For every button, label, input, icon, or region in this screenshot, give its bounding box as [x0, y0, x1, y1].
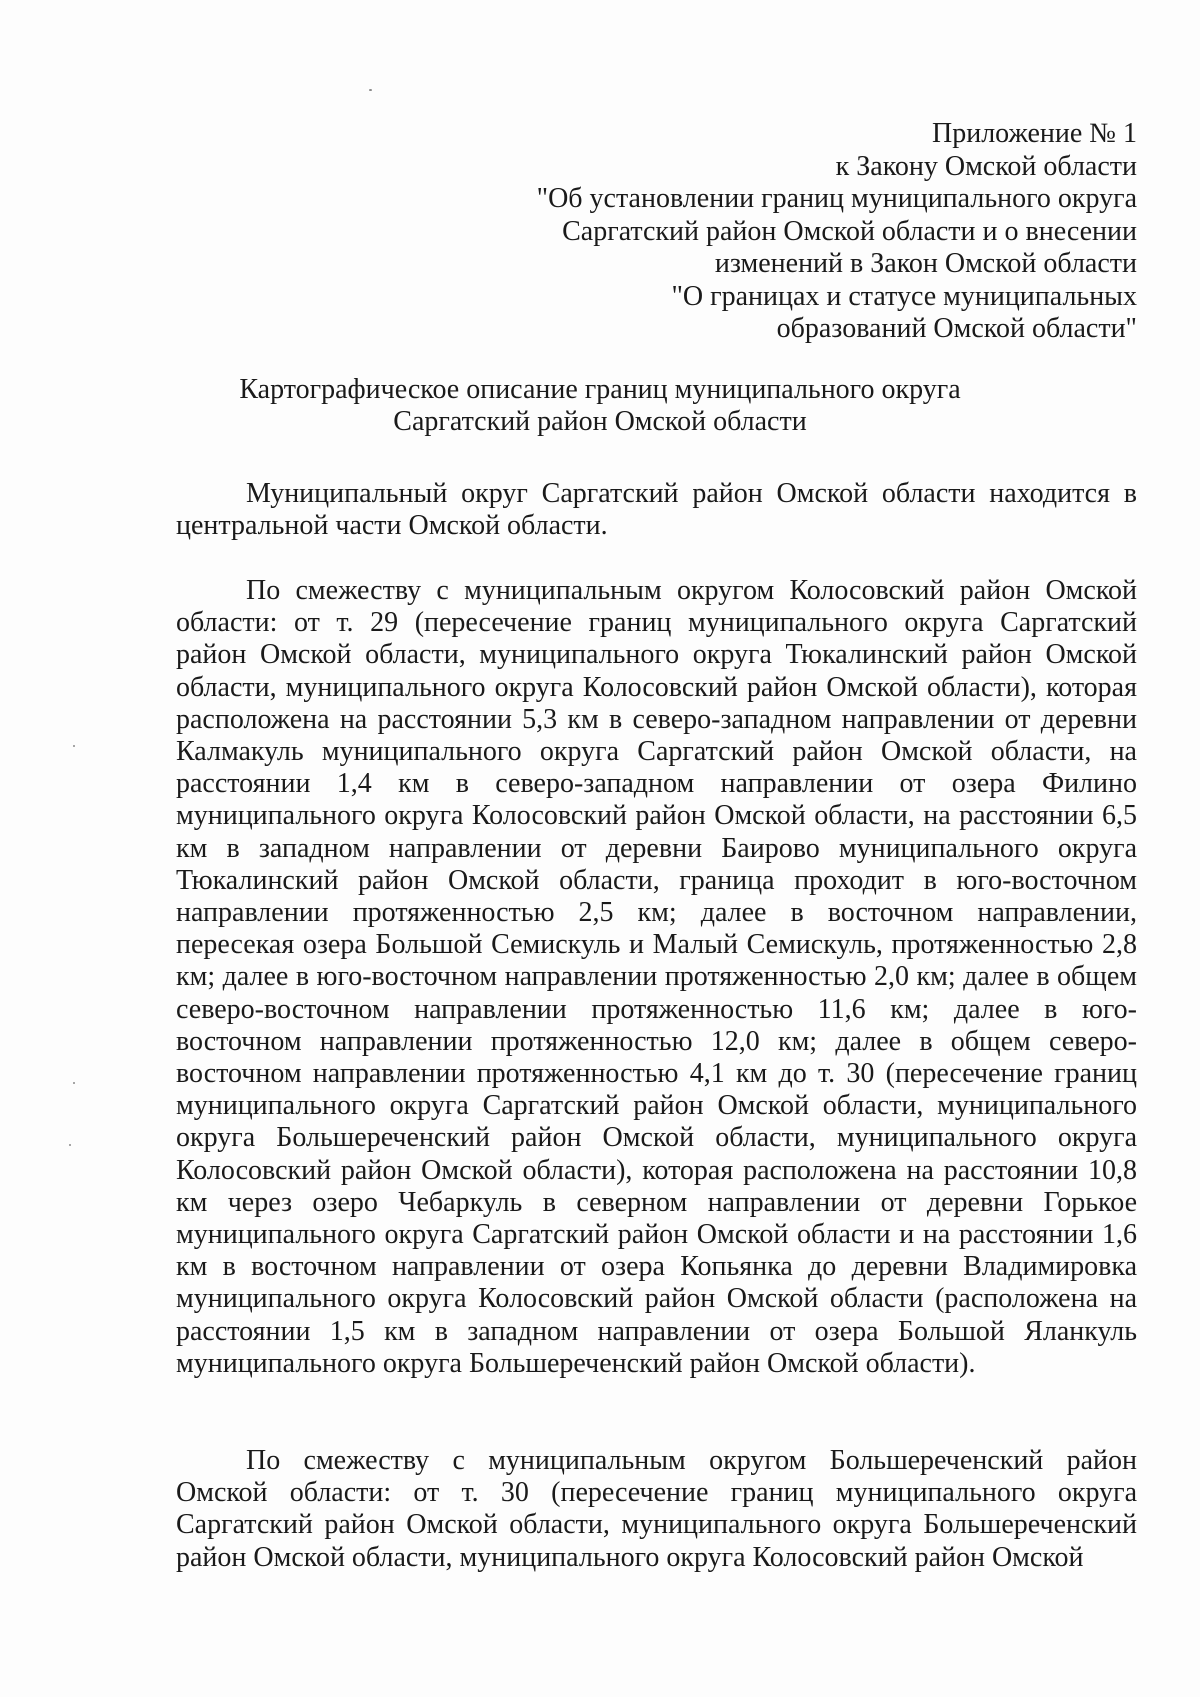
appendix-line: "Об установлении границ муниципального округа: [536, 183, 1137, 214]
document-title: [0, 374, 1200, 438]
paragraph-intro: Муниципальный округ Саргатский район Омской области находится в центральной части Омской области.: [176, 478, 1137, 542]
scan-speck: [69, 1144, 71, 1146]
appendix-header: [437, 118, 1137, 346]
scan-speck: [73, 1082, 75, 1084]
title-line: Саргатский район Омской области: [393, 406, 807, 437]
scan-speck: [369, 89, 372, 91]
appendix-line: образований Омской области": [776, 313, 1137, 344]
appendix-line: Саргатский район Омской области и о внесении: [562, 215, 1137, 247]
appendix-line: к Закону Омской области: [835, 150, 1137, 182]
appendix-line: изменений в Закон Омской области: [714, 248, 1137, 279]
appendix-line: "О границах и статусе муниципальных: [671, 280, 1137, 312]
scan-speck: [73, 745, 75, 747]
paragraph-bolsherechensky-border: По смежеству с муниципальным округом Большереченский район Омской области: от т. 30 (пересечение границ муниципального округа Саргатский район Омской области, муниципального округа Большереченский район Омской области, муниципального округа Колосовский район Омской: [176, 1445, 1137, 1573]
title-line: Картографическое описание границ муниципального округа: [239, 374, 961, 405]
paragraph-kolosovsky-border: По смежеству с муниципальным округом Колосовский район Омской области: от т. 29 (пересечение границ муниципального округа Саргатский район Омской области, муниципального округа Тюкалинский район Омской области, муниципального округа Колосовский район Омской области), которая расположена на расстоянии 5,3 км в северо-западном направлении от деревни Калмакуль муниципального округа Саргатский район Омской области, на расстоянии 1,4 км в северо-западном направлении от озера Филино муниципального округа Колосовский район Омской области, на расстоянии 6,5 км в западном направлении от деревни Баирово муниципального округа Тюкалинский район Омской области, граница проходит в юго-восточном направлении протяженностью 2,5 км; далее в восточном направлении, пересекая озера Большой Семискуль и Малый Семискуль, протяженностью 2,8 км; далее в юго-восточном направлении протяженностью 2,0 км; далее в общем северо-восточном направлении протяженностью 11,6 км; далее в юго-восточном направлении протяженностью 12,0 км; далее в общем северо-восточном направлении протяженностью 4,1 км до т. 30 (пересечение границ муниципального округа Саргатский район Омской области, муниципального округа Большереченский район Омской области, муниципального округа Колосовский район Омской области), которая расположена на расстоянии 10,8 км через озеро Чебаркуль в северном направлении от деревни Горькое муниципального округа Саргатский район Омской области и на расстоянии 1,6 км в восточном направлении от озера Копьянка до деревни Владимировка муниципального округа Колосовский район Омской области (расположена на расстоянии 1,5 км в западном направлении от озера Большой Яланкуль муниципального округа Большереченский район Омской области).: [176, 575, 1137, 1379]
appendix-line: Приложение № 1: [932, 118, 1137, 149]
